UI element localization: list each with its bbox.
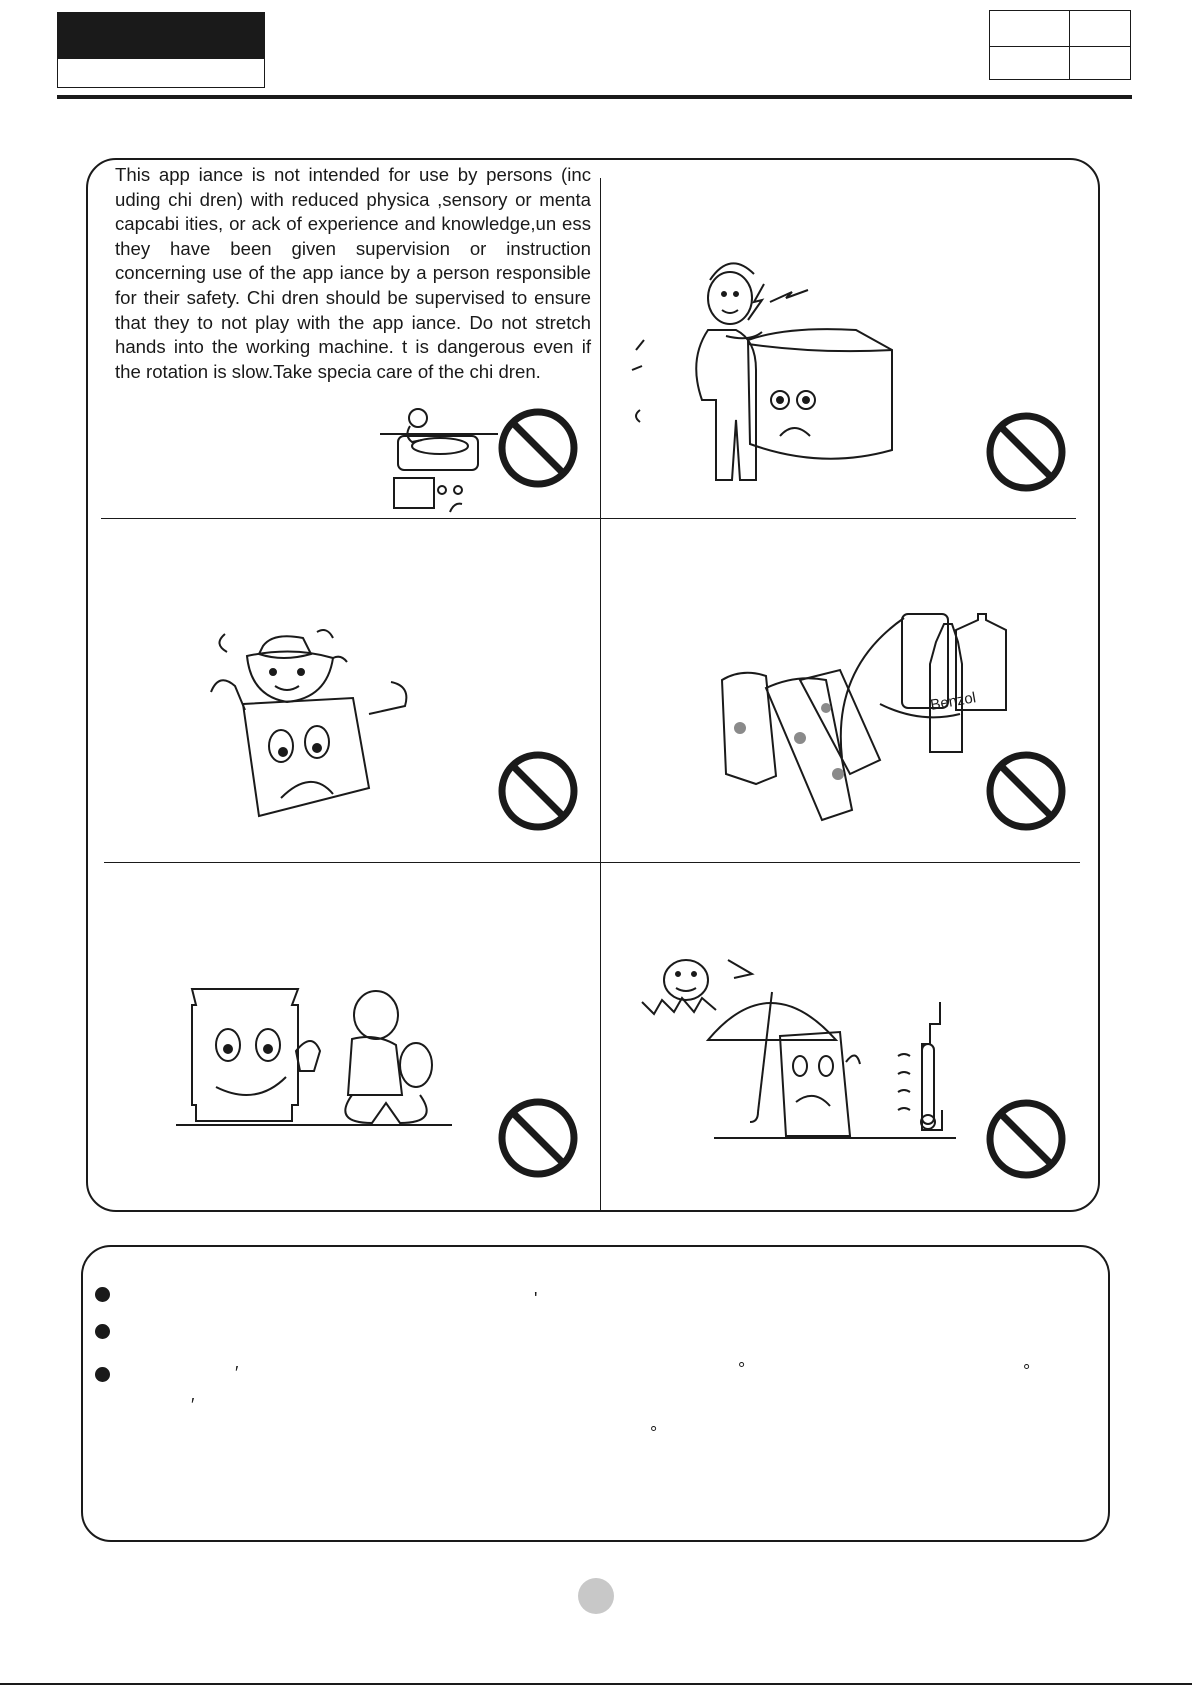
solvent-stained-clothes-illustration [710, 608, 1025, 834]
bullet-2 [95, 1324, 110, 1339]
header-rule [57, 95, 1132, 99]
header-grid-divider-v [1069, 11, 1070, 79]
sun-and-heat-illustration [640, 952, 960, 1140]
benzol-label: Benzol [929, 689, 978, 714]
header-grid-box [989, 10, 1131, 80]
page-number-dot [578, 1578, 614, 1614]
prohibited-icon [985, 411, 1067, 493]
prohibited-icon [497, 1097, 579, 1179]
prohibited-icon [497, 750, 579, 832]
note-mark: ° [650, 1423, 658, 1443]
child-at-machine-illustration [378, 408, 500, 512]
header-black-block [57, 12, 265, 58]
header-label-box [57, 58, 265, 88]
prohibited-icon [985, 1098, 1067, 1180]
bullet-3 [95, 1367, 110, 1382]
note-mark: ′ [191, 1395, 195, 1415]
notes-box [81, 1245, 1110, 1542]
note-mark: ′ [235, 1363, 239, 1383]
prohibited-icon [985, 750, 1067, 832]
panel-divider-row1 [101, 518, 1076, 519]
bullet-1 [95, 1287, 110, 1302]
machine-and-boy-illustration [176, 985, 452, 1128]
note-mark: ' [534, 1289, 538, 1309]
electric-shock-illustration [630, 250, 920, 495]
header-grid-divider-h [990, 46, 1130, 47]
prohibited-icon [497, 407, 579, 489]
note-mark: ° [1023, 1361, 1031, 1381]
panel-divider-row2 [104, 862, 1080, 863]
hot-kettle-illustration [205, 628, 435, 824]
note-mark: ° [738, 1359, 746, 1379]
panel-divider-vertical [600, 178, 601, 1210]
child-safety-notice: This app iance is not intended for use by persons (inc uding chi dren) with reduced physica ,sensory or menta capcabi ities, or ack of experience and knowledge,un ess they have been given supervision or instruction concerning use of the app iance by a person responsible for their safety. Chi dren should be supervised to ensure that they to not play with the app iance. Do not stretch hands into the working machine. t is dangerous even if the rotation is slow.Take specia care of the chi dren. [115, 164, 591, 382]
